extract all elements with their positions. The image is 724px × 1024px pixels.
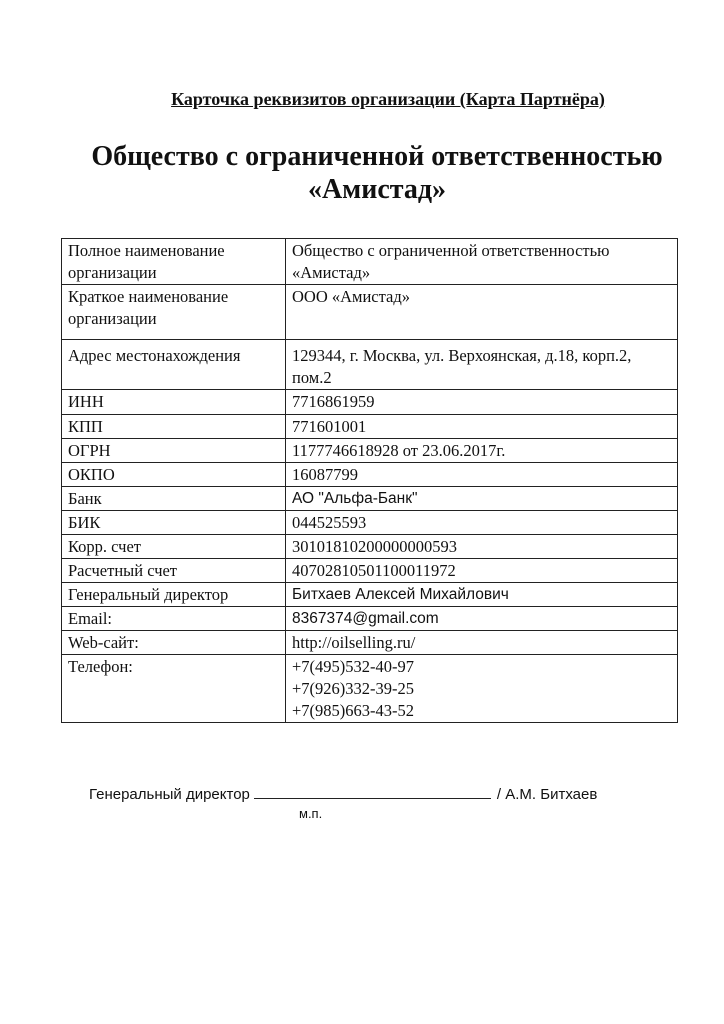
table-row: [62, 439, 678, 463]
phone-number: +7(495)532-40-97: [292, 657, 415, 676]
row-value: 16087799: [286, 463, 678, 487]
row-value: Общество с ограниченной ответственностью «Амистад»: [286, 239, 678, 285]
row-value: [286, 655, 678, 723]
row-value: Битхаев Алексей Михайлович: [286, 583, 678, 607]
organization-title: [0, 140, 724, 206]
signature-line: [254, 784, 491, 799]
row-label: ОГРН: [62, 439, 286, 463]
table-row: [62, 511, 678, 535]
table-row: [62, 487, 678, 511]
table-row: [62, 390, 678, 415]
organization-title-line2: «Амистад»: [307, 174, 447, 205]
row-label: Генеральный директор: [62, 583, 286, 607]
row-label: Полное наименование организации: [62, 239, 286, 285]
row-label: Краткое наименование организации: [62, 285, 286, 340]
row-value: АО "Альфа-Банк": [286, 487, 678, 511]
row-value: 129344, г. Москва, ул. Верхоянская, д.18, корп.2, пом.2: [286, 340, 678, 390]
requisites-table: [61, 238, 678, 723]
row-label: Расчетный счет: [62, 559, 286, 583]
row-value: 7716861959: [286, 390, 678, 415]
table-row: [62, 285, 678, 340]
phone-number: +7(985)663-43-52: [292, 701, 415, 720]
document-heading: Карточка реквизитов организации (Карта Партнёра): [171, 89, 605, 109]
row-label: ОКПО: [62, 463, 286, 487]
table-row: [62, 239, 678, 285]
row-label: Банк: [62, 487, 286, 511]
table-row: [62, 463, 678, 487]
table-row: [62, 340, 678, 390]
table-row: [62, 535, 678, 559]
row-value: 8367374@gmail.com: [286, 607, 678, 631]
row-label: БИК: [62, 511, 286, 535]
row-value: 1177746618928 от 23.06.2017г.: [286, 439, 678, 463]
table-row: [62, 631, 678, 655]
table-row: [62, 607, 678, 631]
row-label: Корр. счет: [62, 535, 286, 559]
row-value: http://oilselling.ru/: [286, 631, 678, 655]
row-label: Телефон:: [62, 655, 286, 723]
row-label: Web-сайт:: [62, 631, 286, 655]
row-value: 30101810200000000593: [286, 535, 678, 559]
stamp-placeholder: м.п.: [299, 806, 323, 821]
phone-number: +7(926)332-39-25: [292, 679, 415, 698]
row-label: ИНН: [62, 390, 286, 415]
row-value: 40702810501100011972: [286, 559, 678, 583]
signature-block: [89, 784, 597, 803]
row-value: 771601001: [286, 415, 678, 439]
row-value: ООО «Амистад»: [286, 285, 678, 340]
table-row: [62, 655, 678, 723]
row-label: Email:: [62, 607, 286, 631]
organization-title-line1: Общество с ограниченной ответственностью: [91, 141, 663, 172]
table-row: [62, 559, 678, 583]
table-row: [62, 415, 678, 439]
row-label: КПП: [62, 415, 286, 439]
signatory-position: Генеральный директор: [89, 786, 250, 803]
row-value: 044525593: [286, 511, 678, 535]
row-label: Адрес местонахождения: [62, 340, 286, 390]
signatory-name: / А.М. Битхаев: [496, 786, 598, 803]
table-row: [62, 583, 678, 607]
